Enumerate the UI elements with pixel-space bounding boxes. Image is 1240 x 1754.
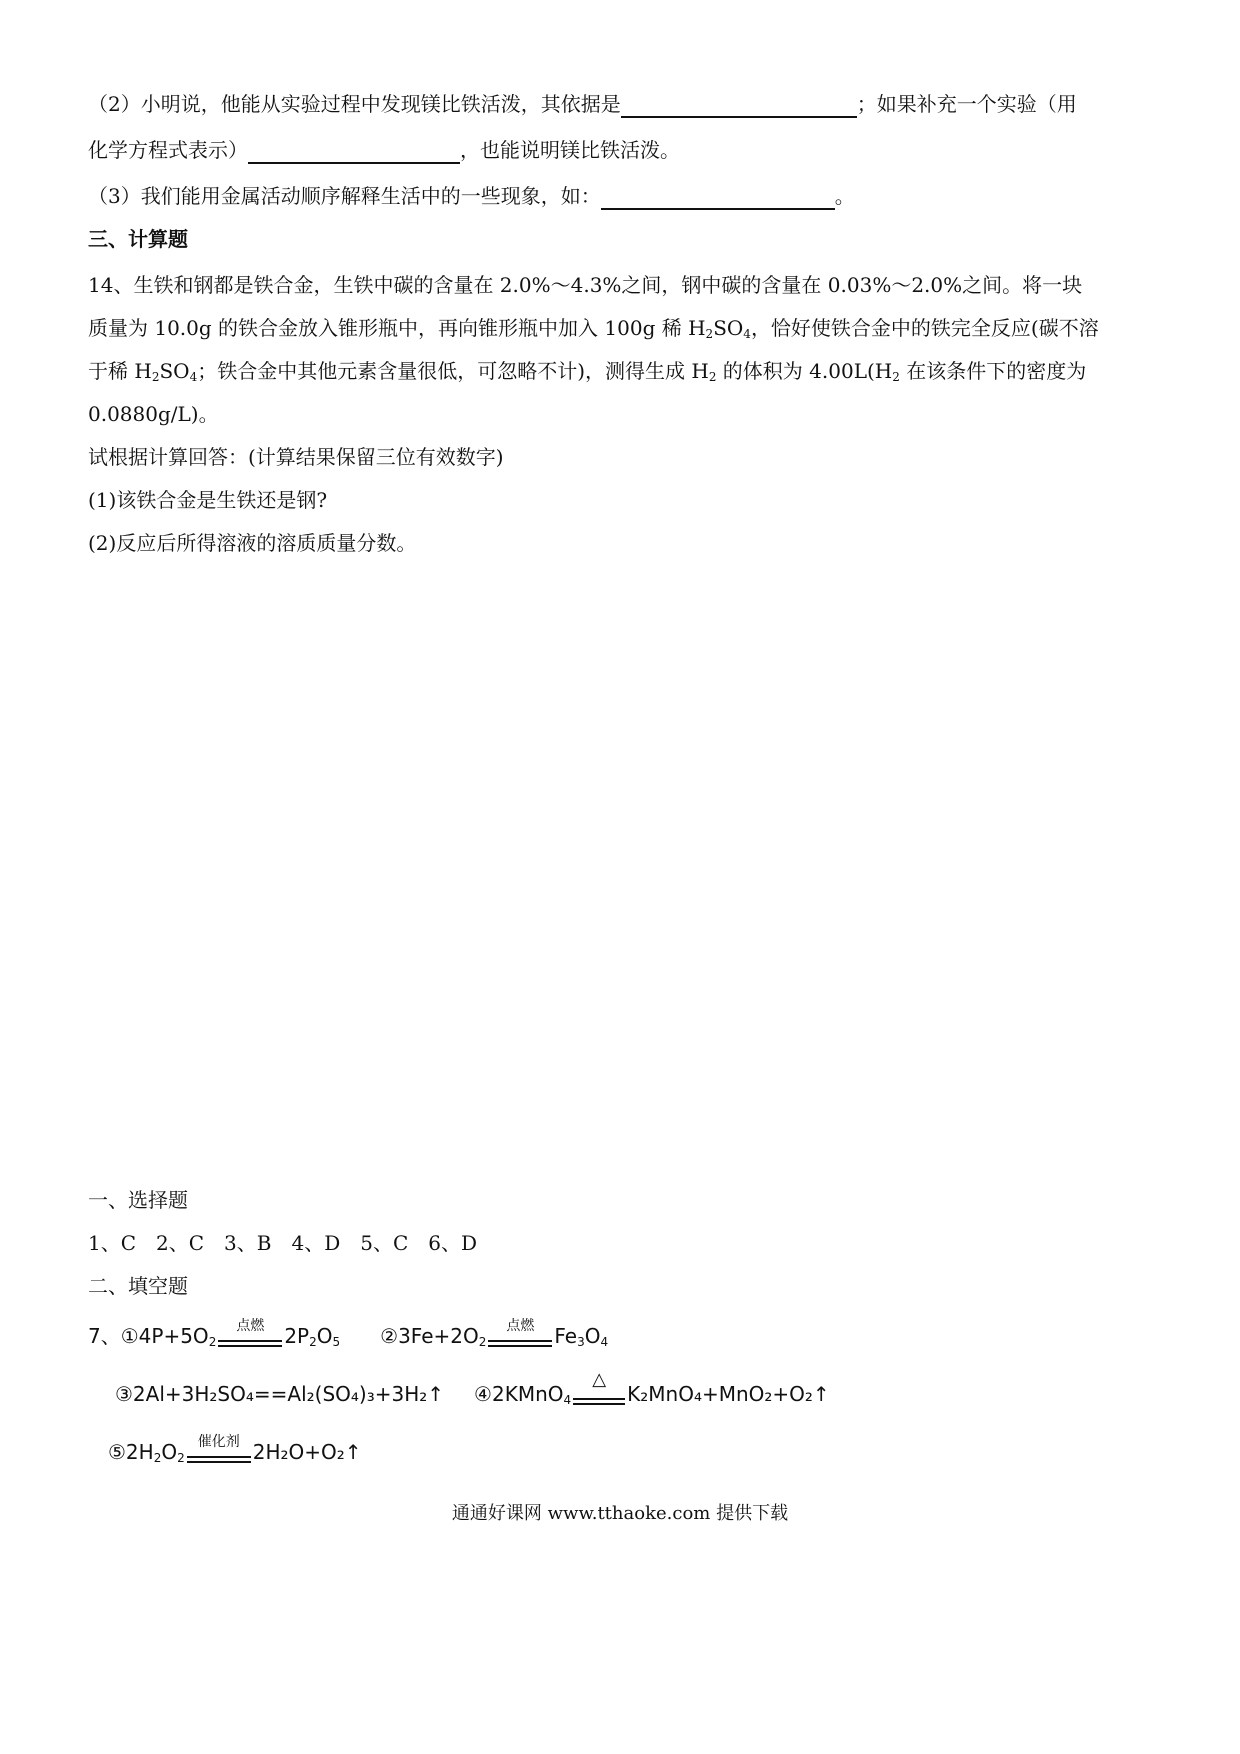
answers-sec1-title: 一、选择题 — [88, 1188, 188, 1212]
q14-line3-b: SO — [159, 359, 190, 383]
q14-line2-a: 质量为 10.0g 的铁合金放入锥形瓶中，再向锥形瓶中加入 100g 稀 H — [88, 316, 706, 340]
eq5-condition — [187, 1434, 251, 1472]
subscript: 4 — [189, 370, 198, 384]
q13-part3-text-b: 。 — [834, 184, 855, 208]
q13-part2-text-b: ；如果补充一个实验（用 — [856, 92, 1077, 116]
subscript: 4 — [743, 327, 751, 341]
section-calc-title: 三、计算题 — [88, 227, 188, 251]
eq1-left: ①4P+5O — [120, 1324, 209, 1348]
subscript: 3 — [577, 1335, 585, 1349]
answers-sec2-title: 二、填空题 — [88, 1274, 188, 1298]
q14-line1: 14、生铁和钢都是铁合金，生铁中碳的含量在 2.0%～4.3%之间，钢中碳的含量在 0.03%～2.0%之间。将一块 — [88, 273, 1083, 297]
eq1-right: 2P — [284, 1324, 310, 1348]
subscript: 4 — [600, 1335, 609, 1349]
q13-part2-line1 — [88, 90, 1077, 118]
eq4-condition — [573, 1369, 625, 1414]
q14-line2 — [88, 314, 1099, 348]
q13-part2-text-d: ，也能说明镁比铁活泼。 — [460, 138, 680, 162]
eq2-right-mid: O — [584, 1324, 601, 1348]
eq5-condition-label: 催化剂 — [197, 1434, 240, 1450]
eq5-left: ⑤2H — [108, 1440, 154, 1464]
subscript: 2 — [708, 370, 717, 384]
eq2-right: Fe — [554, 1324, 578, 1348]
eq4-right: K₂MnO₄+MnO₂+O₂↑ — [627, 1382, 830, 1406]
eq2-condition — [488, 1318, 552, 1356]
answer-blank-1[interactable] — [621, 94, 857, 118]
q7-label: 7、 — [88, 1324, 121, 1348]
eq3: ③2Al+3H₂SO₄==Al₂(SO₄)₃+3H₂↑ — [115, 1382, 445, 1406]
eq1-right-mid: O — [316, 1324, 333, 1348]
q14-prompt: 试根据计算回答：(计算结果保留三位有效数字) — [88, 445, 504, 469]
q13-part3-text-a: （3）我们能用金属活动顺序解释生活中的一些现象，如： — [88, 184, 601, 208]
answer-q7-row2 — [115, 1369, 830, 1414]
subscript: 2 — [153, 1451, 162, 1465]
eq2-condition-label: 点燃 — [506, 1318, 535, 1334]
eq5-left-mid: O — [161, 1440, 178, 1464]
q13-part2-text-a: （2）小明说，他能从实验过程中发现镁比铁活泼，其依据是 — [88, 92, 621, 116]
q14-subquestion-2: (2)反应后所得溶液的溶质质量分数。 — [88, 531, 417, 555]
eq1-condition — [218, 1318, 282, 1356]
heat-triangle-icon: △ — [592, 1369, 607, 1390]
answer-blank-2[interactable] — [248, 140, 460, 164]
answers-sec1-list: 1、C 2、C 3、B 4、D 5、C 6、D — [88, 1231, 478, 1255]
eq5-right: 2H₂O+O₂↑ — [252, 1440, 362, 1464]
q14-line4: 0.0880g/L)。 — [88, 402, 219, 426]
q14-line3-d: 的体积为 4.00L(H — [716, 359, 893, 383]
q14-line2-c: ，恰好使铁合金中的铁完全反应(碳不溶 — [750, 316, 1099, 340]
subscript: 4 — [563, 1393, 572, 1407]
q14-line2-b: SO — [713, 316, 744, 340]
q13-part2-text-c: 化学方程式表示） — [88, 138, 248, 162]
q14-line3 — [88, 357, 1086, 391]
answer-blank-3[interactable] — [601, 186, 835, 210]
eq2-left: ②3Fe+2O — [380, 1324, 479, 1348]
q13-part3-line — [88, 182, 855, 210]
subscript: 2 — [208, 1335, 217, 1349]
subscript: 2 — [478, 1335, 487, 1349]
subscript: 5 — [332, 1335, 341, 1349]
q14-subquestion-1: (1)该铁合金是生铁还是钢? — [88, 488, 328, 512]
subscript: 2 — [892, 370, 900, 384]
answer-q7-row3 — [108, 1434, 362, 1472]
q13-part2-line2 — [88, 136, 680, 164]
subscript: 2 — [177, 1451, 185, 1465]
subscript: 2 — [151, 370, 160, 384]
subscript: 2 — [309, 1335, 317, 1349]
q14-line3-c: ；铁合金中其他元素含量很低，可忽略不计)，测得生成 H — [197, 359, 709, 383]
eq4-left: ④2KMnO — [474, 1382, 564, 1406]
answer-q7-row1 — [88, 1318, 609, 1356]
q14-line3-a: 于稀 H — [88, 359, 152, 383]
page-footer: 通通好课网 www.tthaoke.com 提供下载 — [451, 1503, 789, 1524]
subscript: 2 — [705, 327, 714, 341]
eq1-condition-label: 点燃 — [236, 1318, 265, 1334]
q14-line3-e: 在该条件下的密度为 — [899, 359, 1087, 383]
